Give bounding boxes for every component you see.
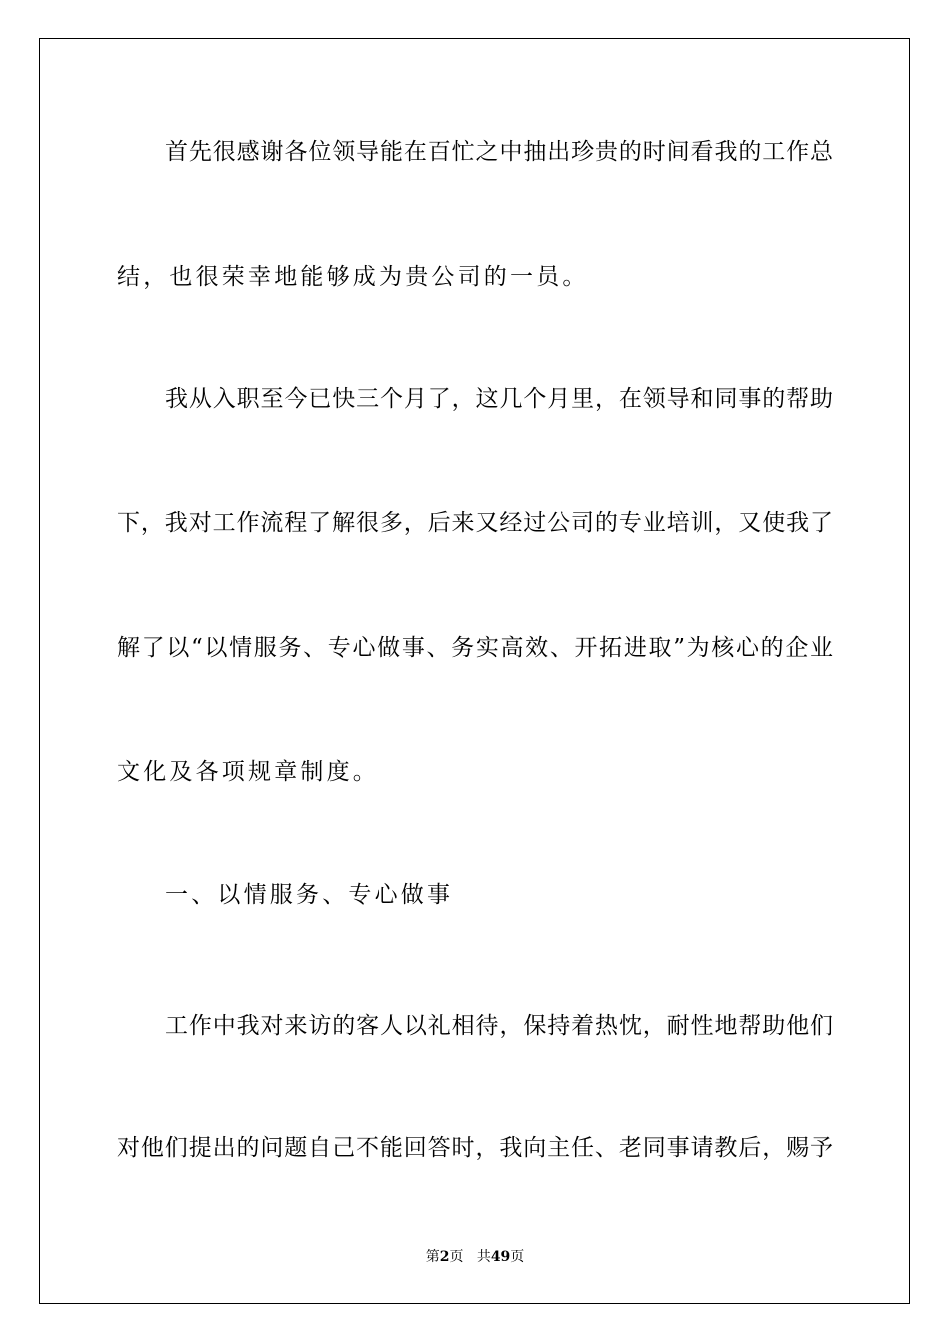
body-text-line: 对他们提出的问题自己不能回答时，我向主任、老同事请教后，赐予 xyxy=(117,1135,833,1161)
body-text-line: 结，也很荣幸地能够成为贵公司的一员。 xyxy=(117,264,589,290)
footer-page-suffix: 页 xyxy=(449,1249,464,1265)
page-frame xyxy=(39,38,910,1304)
footer-page-number: 2 xyxy=(439,1249,450,1265)
body-text-line: 下，我对工作流程了解很多，后来又经过公司的专业培训，又使我了 xyxy=(117,510,833,536)
section-heading: 一、以情服务、专心做事 xyxy=(165,882,454,908)
body-text-line: 解了以“以情服务、专心做事、务实高效、开拓进取”为核心的企业 xyxy=(117,635,833,661)
page-footer xyxy=(0,1248,950,1266)
body-text-line: 文化及各项规章制度。 xyxy=(117,759,379,785)
footer-total-suffix: 页 xyxy=(510,1249,525,1265)
footer-page-prefix: 第 xyxy=(425,1249,440,1265)
body-text-line: 我从入职至今已快三个月了，这几个月里，在领导和同事的帮助 xyxy=(165,386,833,412)
footer-total-prefix: 共 xyxy=(476,1249,491,1265)
body-text-line: 首先很感谢各位领导能在百忙之中抽出珍贵的时间看我的工作总 xyxy=(165,139,833,165)
body-text-line: 工作中我对来访的客人以礼相待，保持着热忱，耐性地帮助他们 xyxy=(165,1013,833,1039)
footer-total-pages: 49 xyxy=(490,1249,511,1265)
